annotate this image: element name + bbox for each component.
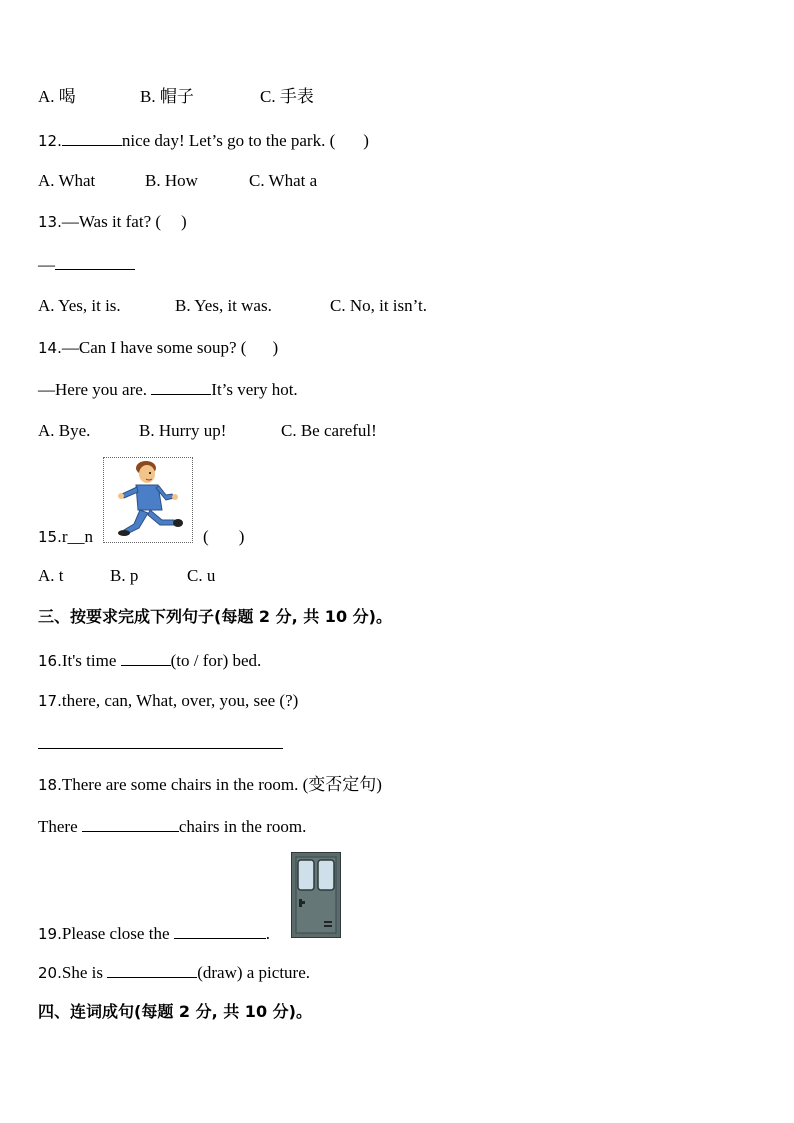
q15-question: [38, 526, 244, 548]
q14-options: [38, 420, 377, 442]
q18-blank[interactable]: [82, 815, 179, 832]
q13-question: [38, 211, 187, 233]
q15-options: [38, 565, 215, 587]
q15-text: r__n: [61, 527, 94, 546]
q16-text-a: It's time: [61, 651, 121, 670]
q18-answer-line: [38, 815, 306, 838]
q19-end: .: [265, 924, 270, 943]
q12-option-c: C. What a: [249, 171, 318, 190]
q14-paren-close: ): [272, 338, 279, 357]
q13-option-c: C. No, it isn’t.: [330, 296, 427, 315]
q15-paren-open: (: [203, 527, 209, 546]
q12-option-b: B. How: [145, 171, 198, 190]
q14-response-text: —Here you are.: [38, 380, 152, 399]
q19-blank[interactable]: [174, 922, 266, 939]
q16-number: 16.: [38, 652, 62, 670]
q13-option-a: A. Yes, it is.: [38, 296, 121, 315]
q17-question: [38, 690, 298, 712]
q14-number: 14.: [38, 339, 62, 357]
q15-option-b: B. p: [110, 566, 139, 585]
q14-response-line: [38, 378, 298, 401]
q15-number: 15.: [38, 528, 62, 546]
q20-text-a: She is: [61, 963, 108, 982]
q17-text: there, can, What, over, you, see (?): [61, 691, 299, 710]
q14-response-end: It’s very hot.: [211, 380, 298, 399]
q13-blank[interactable]: [55, 253, 135, 270]
q12-options: [38, 170, 317, 192]
q12-option-a: A. What: [38, 171, 96, 190]
q19-question: [38, 922, 270, 945]
section-3-heading: 三、按要求完成下列句子(每题 2 分, 共 10 分)。: [38, 607, 392, 626]
q12-number: 12.: [38, 132, 62, 150]
q13-options: [38, 295, 427, 317]
q15-option-c: C. u: [187, 566, 216, 585]
q20-text-b: (draw) a picture.: [197, 963, 311, 982]
q20-question: [38, 961, 310, 984]
q18-number: 18.: [38, 776, 62, 794]
q11-option-b: B. 帽子: [140, 87, 194, 106]
q17-number: 17.: [38, 692, 62, 710]
q13-number: 13.: [38, 213, 62, 231]
door-icon: [291, 852, 341, 938]
q14-text: —Can I have some soup? (: [61, 338, 247, 357]
q16-question: [38, 649, 261, 672]
q14-option-a: A. Bye.: [38, 421, 91, 440]
q12-text: nice day! Let’s go to the park. (: [121, 131, 336, 150]
q12-blank[interactable]: [62, 129, 122, 146]
q17-answer-line: [38, 732, 283, 755]
q20-blank[interactable]: [107, 961, 197, 978]
q11-option-a: A. 喝: [38, 87, 76, 106]
q14-question: [38, 337, 278, 359]
q13-dash: —: [38, 255, 55, 274]
q16-text-b: (to / for) bed.: [170, 651, 262, 670]
q13-paren-close: ): [181, 212, 187, 231]
q18-answer-b: chairs in the room.: [178, 817, 307, 836]
q14-blank[interactable]: [151, 378, 211, 395]
q12-paren-close: ): [363, 131, 369, 150]
q16-blank[interactable]: [121, 649, 171, 666]
q13-text: —Was it fat? (: [61, 212, 162, 231]
q15-option-a: A. t: [38, 566, 64, 585]
section-4-heading: 四、连词成句(每题 2 分, 共 10 分)。: [38, 1002, 312, 1021]
q11-options: [38, 86, 314, 108]
q19-number: 19.: [38, 925, 62, 943]
q18-question: [38, 774, 382, 796]
q18-answer-a: There: [38, 817, 82, 836]
q13-option-b: B. Yes, it was.: [175, 296, 272, 315]
q12-question: [38, 129, 369, 152]
q15-paren-close: ): [238, 527, 245, 546]
door-picture: [291, 852, 341, 938]
q13-answer-line: [38, 253, 135, 276]
q17-blank[interactable]: [38, 732, 283, 749]
q19-text: Please close the: [61, 924, 174, 943]
q14-option-b: B. Hurry up!: [139, 421, 227, 440]
q11-option-c: C. 手表: [260, 87, 314, 106]
q18-text: There are some chairs in the room. (变否定句): [61, 775, 382, 794]
q20-number: 20.: [38, 964, 62, 982]
q14-option-c: C. Be careful!: [281, 421, 377, 440]
